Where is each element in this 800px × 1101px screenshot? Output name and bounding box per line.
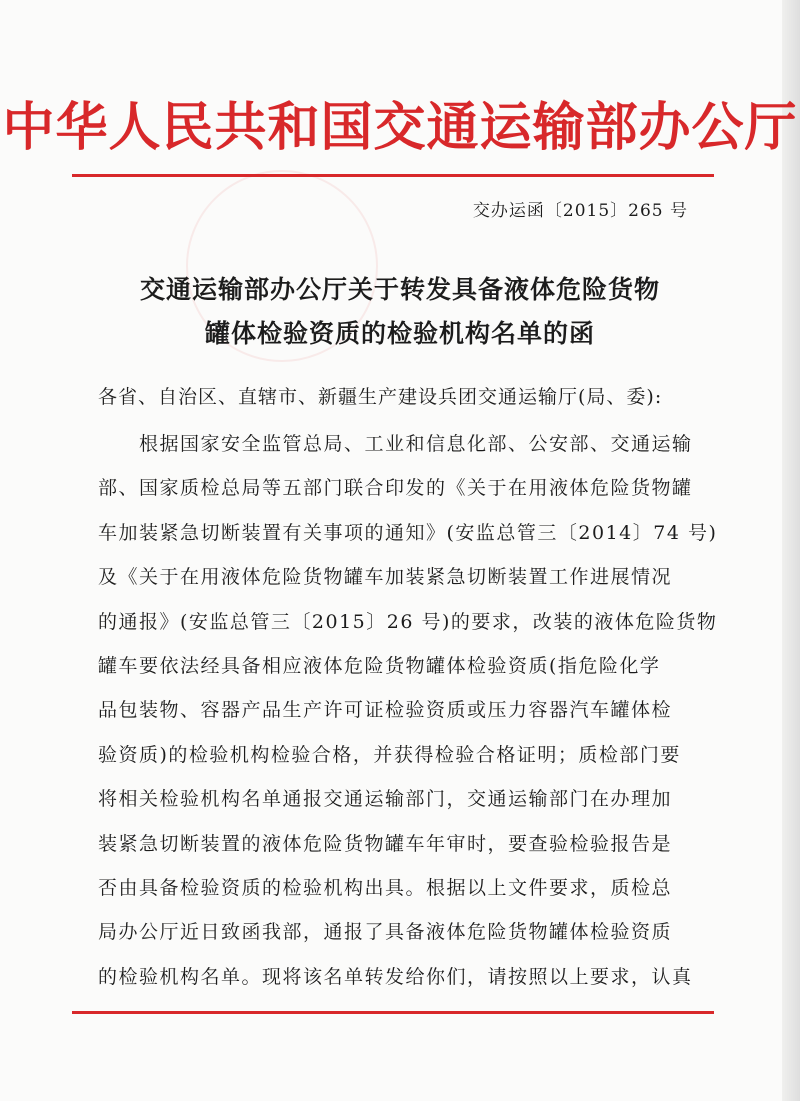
- issuing-office-header: 中华人民共和国交通运输部办公厅: [2, 97, 798, 158]
- salutation: 各省、自治区、直辖市、新疆生产建设兵团交通运输厅(局、委):: [98, 386, 663, 408]
- body-line: 的检验机构名单。现将该名单转发给你们，请按照以上要求，认真: [98, 965, 693, 988]
- body-paragraph: [98, 422, 718, 999]
- header-red-rule: [72, 174, 714, 177]
- body-line: 否由具备检验资质的检验机构出具。根据以上文件要求，质检总: [98, 877, 673, 900]
- document-title: [0, 268, 800, 356]
- body-line: 车加装紧急切断装置有关事项的通知》(安监总管三〔2014〕74 号): [98, 521, 718, 544]
- body-line: 局办公厅近日致函我部，通报了具备液体危险货物罐体检验资质: [98, 921, 673, 944]
- body-line: 验资质)的检验机构检验合格，并获得检验合格证明；质检部门要: [98, 743, 681, 766]
- body-line: 的通报》(安监总管三〔2015〕26 号)的要求，改装的液体危险货物: [98, 610, 718, 633]
- footer-red-rule: [72, 1011, 714, 1014]
- title-line-2: 罐体检验资质的检验机构名单的函: [204, 319, 595, 348]
- body-line: 根据国家安全监管总局、工业和信息化部、公安部、交通运输: [98, 433, 693, 455]
- body-line: 罐车要依法经具备相应液体危险货物罐体检验资质(指危险化学: [98, 655, 661, 678]
- body-line: 品包装物、容器产品生产许可证检验资质或压力容器汽车罐体检: [98, 699, 673, 722]
- document-number: 交办运函〔2015〕265 号: [472, 201, 688, 221]
- title-line-1: 交通运输部办公厅关于转发具备液体危险货物: [139, 275, 660, 304]
- body-line: 及《关于在用液体危险货物罐车加装紧急切断装置工作进展情况: [98, 566, 673, 589]
- page-edge-shadow: [782, 0, 800, 1101]
- body-line: 部、国家质检总局等五部门联合印发的《关于在用液体危险货物罐: [98, 477, 693, 500]
- body-line: 将相关检验机构名单通报交通运输部门，交通运输部门在办理加: [98, 788, 673, 811]
- body-line: 装紧急切断装置的液体危险货物罐车年审时，要查验检验报告是: [98, 832, 673, 855]
